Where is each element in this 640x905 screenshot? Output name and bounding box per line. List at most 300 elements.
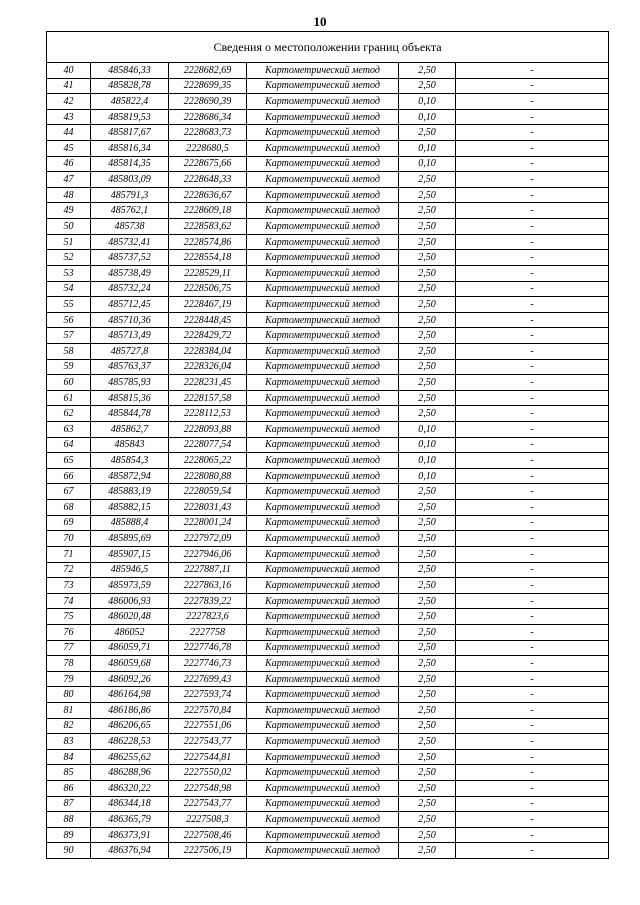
x-coordinate-cell: 485762,1 [91,203,169,219]
description-cell: - [456,422,609,438]
description-cell: - [456,265,609,281]
y-coordinate-cell: 2228112,53 [169,406,247,422]
table-row [47,515,609,531]
y-coordinate-cell: 2228648,33 [169,172,247,188]
accuracy-cell: 2,50 [399,219,456,235]
method-cell: Картометрический метод [247,843,399,859]
y-coordinate-cell: 2228077,54 [169,437,247,453]
point-number-cell: 61 [47,390,91,406]
x-coordinate-cell: 485872,94 [91,468,169,484]
accuracy-cell: 2,50 [399,765,456,781]
y-coordinate-cell: 2227746,73 [169,656,247,672]
y-coordinate-cell: 2228065,22 [169,453,247,469]
y-coordinate-cell: 2228675,66 [169,156,247,172]
x-coordinate-cell: 485791,3 [91,187,169,203]
description-cell: - [456,515,609,531]
table-row [47,390,609,406]
point-number-cell: 90 [47,843,91,859]
point-number-cell: 75 [47,609,91,625]
description-cell: - [456,312,609,328]
x-coordinate-cell: 485738 [91,219,169,235]
method-cell: Картометрический метод [247,546,399,562]
method-cell: Картометрический метод [247,375,399,391]
point-number-cell: 51 [47,234,91,250]
y-coordinate-cell: 2228699,35 [169,78,247,94]
accuracy-cell: 2,50 [399,125,456,141]
x-coordinate-cell: 485727,8 [91,343,169,359]
table-row [47,359,609,375]
description-cell: - [456,156,609,172]
point-number-cell: 52 [47,250,91,266]
x-coordinate-cell: 485817,67 [91,125,169,141]
accuracy-cell: 0,10 [399,453,456,469]
description-cell: - [456,671,609,687]
table-body [47,32,609,859]
point-number-cell: 56 [47,312,91,328]
accuracy-cell: 2,50 [399,265,456,281]
description-cell: - [456,234,609,250]
point-number-cell: 89 [47,827,91,843]
x-coordinate-cell: 486320,22 [91,781,169,797]
method-cell: Картометрический метод [247,125,399,141]
table-row [47,250,609,266]
x-coordinate-cell: 485713,49 [91,328,169,344]
x-coordinate-cell: 485882,15 [91,500,169,516]
table-row [47,453,609,469]
accuracy-cell: 0,10 [399,468,456,484]
method-cell: Картометрический метод [247,406,399,422]
method-cell: Картометрический метод [247,702,399,718]
accuracy-cell: 0,10 [399,422,456,438]
point-number-cell: 54 [47,281,91,297]
description-cell: - [456,359,609,375]
y-coordinate-cell: 2227550,02 [169,765,247,781]
method-cell: Картометрический метод [247,734,399,750]
description-cell: - [456,203,609,219]
accuracy-cell: 2,50 [399,312,456,328]
table-row [47,281,609,297]
method-cell: Картометрический метод [247,437,399,453]
method-cell: Картометрический метод [247,624,399,640]
point-number-cell: 53 [47,265,91,281]
y-coordinate-cell: 2228583,62 [169,219,247,235]
method-cell: Картометрический метод [247,141,399,157]
description-cell: - [456,484,609,500]
x-coordinate-cell: 485862,7 [91,422,169,438]
point-number-cell: 70 [47,531,91,547]
y-coordinate-cell: 2228093,88 [169,422,247,438]
y-coordinate-cell: 2227570,84 [169,702,247,718]
accuracy-cell: 2,50 [399,624,456,640]
description-cell: - [456,749,609,765]
table-row [47,593,609,609]
y-coordinate-cell: 2227548,98 [169,781,247,797]
table-row [47,265,609,281]
x-coordinate-cell: 486373,91 [91,827,169,843]
x-coordinate-cell: 486376,94 [91,843,169,859]
accuracy-cell: 2,50 [399,375,456,391]
accuracy-cell: 0,10 [399,156,456,172]
accuracy-cell: 2,50 [399,328,456,344]
y-coordinate-cell: 2227543,77 [169,734,247,750]
accuracy-cell: 2,50 [399,500,456,516]
table-row [47,765,609,781]
accuracy-cell: 2,50 [399,531,456,547]
description-cell: - [456,406,609,422]
point-number-cell: 82 [47,718,91,734]
point-number-cell: 63 [47,422,91,438]
x-coordinate-cell: 485785,93 [91,375,169,391]
method-cell: Картометрический метод [247,297,399,313]
description-cell: - [456,562,609,578]
y-coordinate-cell: 2228690,39 [169,94,247,110]
x-coordinate-cell: 485816,34 [91,141,169,157]
method-cell: Картометрический метод [247,671,399,687]
accuracy-cell: 2,50 [399,63,456,79]
accuracy-cell: 2,50 [399,78,456,94]
x-coordinate-cell: 486206,65 [91,718,169,734]
x-coordinate-cell: 486059,68 [91,656,169,672]
table-row [47,656,609,672]
accuracy-cell: 0,10 [399,94,456,110]
description-cell: - [456,718,609,734]
x-coordinate-cell: 486059,71 [91,640,169,656]
table-row [47,187,609,203]
table-row [47,484,609,500]
point-number-cell: 67 [47,484,91,500]
table-row [47,94,609,110]
boundary-coordinates-table [46,31,609,859]
method-cell: Картометрический метод [247,749,399,765]
point-number-cell: 65 [47,453,91,469]
description-cell: - [456,328,609,344]
point-number-cell: 60 [47,375,91,391]
description-cell: - [456,187,609,203]
description-cell: - [456,109,609,125]
x-coordinate-cell: 485710,36 [91,312,169,328]
x-coordinate-cell: 486052 [91,624,169,640]
method-cell: Картометрический метод [247,640,399,656]
description-cell: - [456,63,609,79]
y-coordinate-cell: 2227544,81 [169,749,247,765]
accuracy-cell: 0,10 [399,141,456,157]
description-cell: - [456,843,609,859]
method-cell: Картометрический метод [247,328,399,344]
accuracy-cell: 2,50 [399,281,456,297]
accuracy-cell: 2,50 [399,609,456,625]
y-coordinate-cell: 2228080,88 [169,468,247,484]
y-coordinate-cell: 2228574,86 [169,234,247,250]
y-coordinate-cell: 2228682,69 [169,63,247,79]
point-number-cell: 46 [47,156,91,172]
table-row [47,624,609,640]
point-number-cell: 41 [47,78,91,94]
table-row [47,640,609,656]
y-coordinate-cell: 2227699,43 [169,671,247,687]
table-row [47,578,609,594]
accuracy-cell: 2,50 [399,343,456,359]
x-coordinate-cell: 486164,98 [91,687,169,703]
method-cell: Картометрический метод [247,422,399,438]
table-row [47,796,609,812]
method-cell: Картометрический метод [247,656,399,672]
table-row [47,297,609,313]
description-cell: - [456,390,609,406]
y-coordinate-cell: 2228384,04 [169,343,247,359]
description-cell: - [456,250,609,266]
point-number-cell: 42 [47,94,91,110]
table-row [47,500,609,516]
accuracy-cell: 2,50 [399,484,456,500]
accuracy-cell: 2,50 [399,812,456,828]
description-cell: - [456,297,609,313]
point-number-cell: 83 [47,734,91,750]
description-cell: - [456,593,609,609]
point-number-cell: 68 [47,500,91,516]
x-coordinate-cell: 485843 [91,437,169,453]
description-cell: - [456,765,609,781]
y-coordinate-cell: 2228059,54 [169,484,247,500]
point-number-cell: 87 [47,796,91,812]
table-row [47,671,609,687]
table-row [47,827,609,843]
point-number-cell: 74 [47,593,91,609]
y-coordinate-cell: 2227508,3 [169,812,247,828]
x-coordinate-cell: 486344,18 [91,796,169,812]
point-number-cell: 84 [47,749,91,765]
description-cell: - [456,531,609,547]
accuracy-cell: 2,50 [399,203,456,219]
table-row [47,718,609,734]
method-cell: Картометрический метод [247,609,399,625]
x-coordinate-cell: 485946,5 [91,562,169,578]
accuracy-cell: 2,50 [399,546,456,562]
y-coordinate-cell: 2227887,11 [169,562,247,578]
description-cell: - [456,219,609,235]
table-row [47,156,609,172]
table-row [47,437,609,453]
point-number-cell: 43 [47,109,91,125]
point-number-cell: 48 [47,187,91,203]
y-coordinate-cell: 2228231,45 [169,375,247,391]
table-row [47,812,609,828]
y-coordinate-cell: 2228680,5 [169,141,247,157]
accuracy-cell: 2,50 [399,297,456,313]
x-coordinate-cell: 486288,96 [91,765,169,781]
x-coordinate-cell: 485738,49 [91,265,169,281]
point-number-cell: 49 [47,203,91,219]
description-cell: - [456,656,609,672]
x-coordinate-cell: 485803,09 [91,172,169,188]
accuracy-cell: 2,50 [399,390,456,406]
x-coordinate-cell: 486255,62 [91,749,169,765]
point-number-cell: 57 [47,328,91,344]
accuracy-cell: 2,50 [399,250,456,266]
x-coordinate-cell: 486228,53 [91,734,169,750]
method-cell: Картометрический метод [247,453,399,469]
x-coordinate-cell: 485732,41 [91,234,169,250]
table-row [47,406,609,422]
y-coordinate-cell: 2227593,74 [169,687,247,703]
y-coordinate-cell: 2227551,06 [169,718,247,734]
point-number-cell: 81 [47,702,91,718]
point-number-cell: 72 [47,562,91,578]
description-cell: - [456,172,609,188]
accuracy-cell: 2,50 [399,749,456,765]
method-cell: Картометрический метод [247,359,399,375]
y-coordinate-cell: 2228683,73 [169,125,247,141]
table-row [47,312,609,328]
y-coordinate-cell: 2227758 [169,624,247,640]
description-cell: - [456,468,609,484]
y-coordinate-cell: 2228686,34 [169,109,247,125]
point-number-cell: 55 [47,297,91,313]
description-cell: - [456,687,609,703]
table-row [47,203,609,219]
point-number-cell: 40 [47,63,91,79]
y-coordinate-cell: 2228609,18 [169,203,247,219]
method-cell: Картометрический метод [247,343,399,359]
table-header: Сведения о местоположении границ объекта [47,32,609,63]
table-row [47,702,609,718]
point-number-cell: 76 [47,624,91,640]
y-coordinate-cell: 2228506,75 [169,281,247,297]
accuracy-cell: 2,50 [399,718,456,734]
description-cell: - [456,343,609,359]
point-number-cell: 44 [47,125,91,141]
table-row [47,109,609,125]
x-coordinate-cell: 485888,4 [91,515,169,531]
method-cell: Картометрический метод [247,765,399,781]
table-row [47,63,609,79]
accuracy-cell: 2,50 [399,843,456,859]
method-cell: Картометрический метод [247,172,399,188]
accuracy-cell: 2,50 [399,187,456,203]
x-coordinate-cell: 485854,3 [91,453,169,469]
description-cell: - [456,78,609,94]
method-cell: Картометрический метод [247,781,399,797]
y-coordinate-cell: 2228326,04 [169,359,247,375]
method-cell: Картометрический метод [247,390,399,406]
table-row [47,734,609,750]
y-coordinate-cell: 2228448,45 [169,312,247,328]
table-row [47,609,609,625]
x-coordinate-cell: 485883,19 [91,484,169,500]
point-number-cell: 69 [47,515,91,531]
accuracy-cell: 2,50 [399,827,456,843]
accuracy-cell: 2,50 [399,781,456,797]
description-cell: - [456,796,609,812]
point-number-cell: 80 [47,687,91,703]
accuracy-cell: 2,50 [399,640,456,656]
point-number-cell: 78 [47,656,91,672]
method-cell: Картометрический метод [247,187,399,203]
method-cell: Картометрический метод [247,156,399,172]
y-coordinate-cell: 2228467,19 [169,297,247,313]
page-number: 10 [313,14,327,29]
x-coordinate-cell: 486186,86 [91,702,169,718]
x-coordinate-cell: 485973,59 [91,578,169,594]
method-cell: Картометрический метод [247,796,399,812]
point-number-cell: 59 [47,359,91,375]
description-cell: - [456,702,609,718]
description-cell: - [456,578,609,594]
description-cell: - [456,437,609,453]
x-coordinate-cell: 485819,53 [91,109,169,125]
y-coordinate-cell: 2228157,58 [169,390,247,406]
point-number-cell: 47 [47,172,91,188]
description-cell: - [456,781,609,797]
table-row [47,562,609,578]
point-number-cell: 45 [47,141,91,157]
method-cell: Картометрический метод [247,531,399,547]
description-cell: - [456,375,609,391]
method-cell: Картометрический метод [247,265,399,281]
method-cell: Картометрический метод [247,484,399,500]
method-cell: Картометрический метод [247,63,399,79]
point-number-cell: 73 [47,578,91,594]
description-cell: - [456,94,609,110]
accuracy-cell: 0,10 [399,437,456,453]
table-row [47,843,609,859]
method-cell: Картометрический метод [247,109,399,125]
description-cell: - [456,609,609,625]
table-row [47,422,609,438]
table-row [47,375,609,391]
accuracy-cell: 2,50 [399,734,456,750]
table-row [47,78,609,94]
x-coordinate-cell: 486092,26 [91,671,169,687]
accuracy-cell: 2,50 [399,406,456,422]
description-cell: - [456,827,609,843]
table-header-row [47,32,609,63]
table-row [47,141,609,157]
x-coordinate-cell: 486006,93 [91,593,169,609]
y-coordinate-cell: 2228031,43 [169,500,247,516]
method-cell: Картометрический метод [247,312,399,328]
description-cell: - [456,281,609,297]
table-row [47,234,609,250]
table-row [47,328,609,344]
method-cell: Картометрический метод [247,718,399,734]
accuracy-cell: 2,50 [399,702,456,718]
method-cell: Картометрический метод [247,578,399,594]
y-coordinate-cell: 2227863,16 [169,578,247,594]
accuracy-cell: 2,50 [399,562,456,578]
accuracy-cell: 2,50 [399,656,456,672]
x-coordinate-cell: 486365,79 [91,812,169,828]
point-number-cell: 64 [47,437,91,453]
point-number-cell: 88 [47,812,91,828]
x-coordinate-cell: 485828,78 [91,78,169,94]
y-coordinate-cell: 2228529,11 [169,265,247,281]
description-cell: - [456,624,609,640]
accuracy-cell: 2,50 [399,796,456,812]
method-cell: Картометрический метод [247,234,399,250]
point-number-cell: 85 [47,765,91,781]
method-cell: Картометрический метод [247,468,399,484]
x-coordinate-cell: 485732,24 [91,281,169,297]
point-number-cell: 77 [47,640,91,656]
method-cell: Картометрический метод [247,562,399,578]
accuracy-cell: 2,50 [399,578,456,594]
method-cell: Картометрический метод [247,827,399,843]
y-coordinate-cell: 2228001,24 [169,515,247,531]
method-cell: Картометрический метод [247,94,399,110]
x-coordinate-cell: 485844,78 [91,406,169,422]
point-number-cell: 58 [47,343,91,359]
y-coordinate-cell: 2227508,46 [169,827,247,843]
